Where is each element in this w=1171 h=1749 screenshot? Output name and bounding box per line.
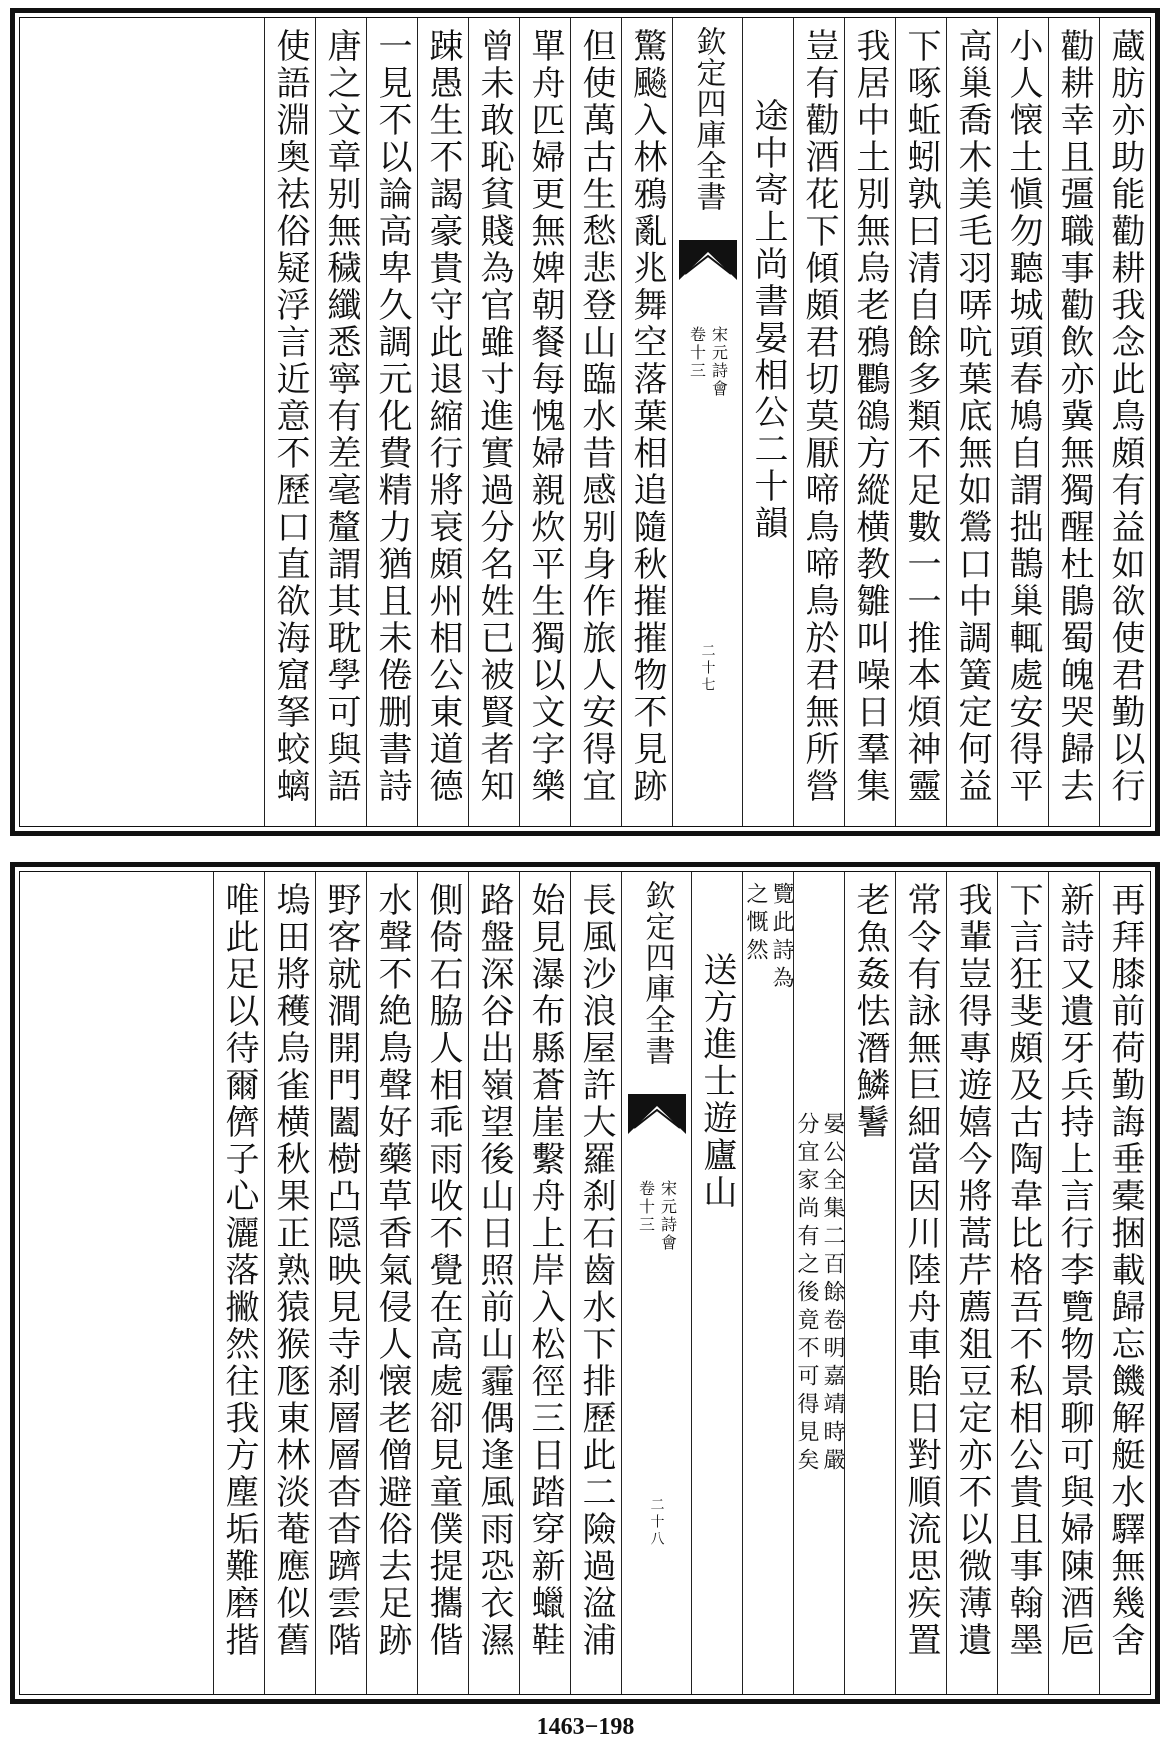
column-text: 但使萬古生愁悲登山臨水昔感别身作旅人安得宜 [576,28,616,805]
annotation-column [742,872,793,1694]
volume-number: 卷十三 [687,326,707,380]
column-text: 路盤深谷出嶺望後山日照前山霾偶逢風雨恐衣濕 [474,882,514,1659]
text-column [997,872,1048,1694]
column-text: 側倚石脇人相乖雨收不覺在高處卻見童僕提攜偕 [423,882,463,1659]
top-page-columns [20,18,1150,826]
text-column [519,872,570,1694]
page-number-text: 二十七 [699,643,716,694]
column-text: 豈有勸酒花下傾頗君切莫厭啼鳥啼鳥於君無所營 [799,28,839,805]
page-number [622,1497,691,1548]
column-text: 勸耕幸且彊職事勸飲亦冀無獨醒杜鵑蜀魄哭歸去 [1054,28,1094,805]
text-column [417,18,468,826]
title-column [742,18,793,826]
column-text: 常令有詠無巨細當因川陸舟車貽日對順流思疾置 [901,882,941,1659]
column-text: 使語淵奥祛俗疑浮言近意不歷口直欲海窟拏蛟螭 [270,28,310,805]
text-column [946,18,997,826]
text-column [997,18,1048,826]
column-text: 唐之文章别無穢纖悉寧有差毫釐謂其耽學可與語 [321,28,361,805]
page-footer-number: 1463−198 [536,1714,635,1740]
column-text: 我居中土別無烏老鴉鸜鵒方縱横教雛叫噪日羣集 [850,28,890,805]
bottom-page [10,862,1160,1704]
column-text: 單舟匹婦更無婢朝餐每愧婦親炊平生獨以文字樂 [525,28,565,805]
text-column [315,18,366,826]
text-column [570,872,621,1694]
text-column [264,18,315,826]
text-column [417,872,468,1694]
column-text: 唯此足以待爾儕子心灑落撇然往我方塵垢難磨揩 [219,882,259,1659]
fish-tail-mark-icon [628,1094,686,1134]
column-text: 蔵肪亦助能勸耕我念此鳥頗有益如欲使君勤以行 [1105,28,1145,805]
book-title: 宋元詩會 [658,1180,678,1252]
column-text: 下言狂斐頗及古陶韋比格吾不私相公貴且事翰墨 [1003,882,1043,1659]
text-column [793,18,844,826]
header-text: 欽定四庫全書 [639,880,675,1066]
text-column [315,872,366,1694]
text-column [1099,872,1150,1694]
text-column [895,18,946,826]
running-header [622,880,691,1066]
column-text: 小人懐土愼勿聽城頭春鳩自謂拙鵲巢輒處安得平 [1003,28,1043,805]
text-column [1048,872,1099,1694]
text-column [1099,18,1150,826]
text-column [519,18,570,826]
text-column [468,18,519,826]
text-column [213,872,264,1694]
text-column [468,872,519,1694]
text-column [264,872,315,1694]
poem-title: 送方進士遊廬山 [697,952,737,1211]
page-number [673,643,742,694]
column-text: 踈愚生不謁豪貴守此退縮行將衰頗州相公東道德 [423,28,463,805]
top-page [10,8,1160,836]
fish-tail-mark-icon [679,240,737,280]
column-text: 新詩又遺牙兵持上言行李覽物景聊可與婦陳酒巵 [1054,882,1094,1659]
annotation-text: 覽此詩為 [769,882,794,994]
text-column [895,872,946,1694]
column-text: 曾未敢恥貧賤為官雖寸進實過分名姓已被賢者知 [474,28,514,805]
page-number-text: 二十八 [648,1497,665,1548]
center-band [672,18,742,826]
column-text: 老魚姦怯潛鱗鬐 [850,882,890,1141]
volume-number: 卷十三 [636,1180,656,1234]
text-column [946,872,997,1694]
text-column [366,18,417,826]
poem-title: 途中寄上尚書晏相公二十韻 [748,98,788,542]
column-text: 塢田將穫烏雀横秋果正熟猿猴豗東林淡菴應似舊 [270,882,310,1659]
annotation-column [793,872,844,1694]
header-text: 欽定四庫全書 [690,26,726,212]
column-text: 下啄蚯蚓孰曰清自餘多類不足數一一推本煩神靈 [901,28,941,805]
column-text: 一見不以論高卑久調元化費精力猶且未倦删書詩 [372,28,412,805]
annotation-text: 晏公全集二百餘卷明嘉靖時嚴 [820,1112,845,1476]
center-band [621,872,691,1694]
book-meta [673,326,742,398]
column-text: 我輩豈得專遊嬉今將蒿芹薦爼豆定亦不以微薄遺 [952,882,992,1659]
running-header [673,26,742,212]
text-with-note-column [844,872,895,1694]
book-title: 宋元詩會 [709,326,729,398]
annotation-text: 之慨然 [743,882,768,966]
text-column [621,18,672,826]
bottom-page-columns [20,872,1150,1694]
column-text: 驚飈入林鴉亂兆舞空落葉相追隨秋摧摧物不見跡 [627,28,667,805]
text-column [366,872,417,1694]
text-column [1048,18,1099,826]
text-column [844,18,895,826]
title-column [691,872,742,1694]
top-page-frame [19,17,1151,827]
column-text: 長風沙浪屋許大羅刹石齒水下排歷此二險過湓浦 [576,882,616,1659]
column-text: 始見瀑布縣蒼崖繫舟上岸入松徑三日踏穿新蠟鞋 [525,882,565,1659]
column-text: 再拜膝前荷勤誨垂橐捆載歸忘饑解艇水驛無幾舍 [1105,882,1145,1659]
book-meta [622,1180,691,1252]
column-text: 水聲不絶鳥聲好藥草香氣侵人懐老僧避俗去足跡 [372,882,412,1659]
text-column [570,18,621,826]
column-text: 野客就澗開門闔樹凸隠映見寺刹層層杳杳躋雲階 [321,882,361,1659]
annotation-text: 分宜家尚有之後竟不可得見矣 [794,1112,819,1476]
column-text: 高巢喬木美毛羽哢吭葉底無如鶯口中調簧定何益 [952,28,992,805]
bottom-page-frame [19,871,1151,1695]
